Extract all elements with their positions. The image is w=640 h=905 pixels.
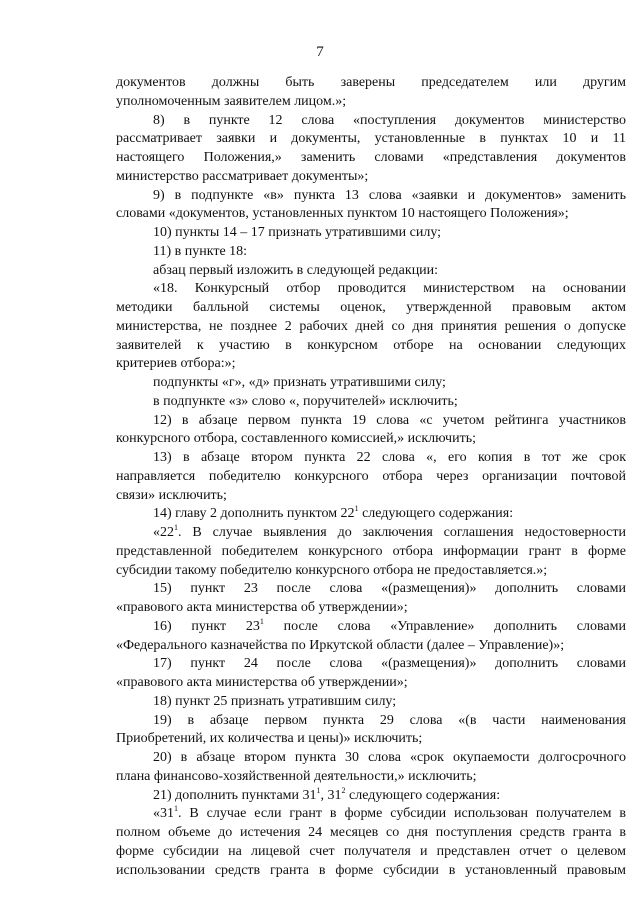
- line-text: 16) пункт 23: [153, 618, 260, 634]
- text-line: [116, 412, 626, 431]
- line-text: министерство рассматривает документы»;: [116, 168, 369, 184]
- line-text: 19) в абзаце первом пункта 29 слова «(в части наименования: [153, 712, 626, 728]
- line-text: «правового акта министерства об утверждении»;: [116, 675, 408, 690]
- text-line: [116, 712, 626, 731]
- text-line: [116, 730, 626, 749]
- text-line: [116, 449, 626, 468]
- line-text: представленной победителем конкурсного отбора информации грант в форме: [116, 543, 626, 559]
- text-line: [116, 824, 626, 843]
- page-number: 7: [316, 44, 324, 60]
- text-line: [116, 768, 626, 787]
- line-text: 20) в абзаце втором пункта 30 слова «срок окупаемости долгосрочного: [153, 750, 626, 765]
- line-text: 9) в подпункте «в» пункта 13 слова «заявки и документов» заменить: [153, 187, 626, 203]
- line-text: методики балльной системы оценок, утвержденной правовым актом: [116, 300, 626, 315]
- line-text: «правового акта министерства об утверждении»;: [116, 600, 408, 615]
- line-text: 11) в пункте 18:: [153, 243, 248, 259]
- text-line: [116, 187, 626, 206]
- line-text: следующего содержания:: [358, 506, 514, 522]
- line-text: плана финансово-хозяйственной деятельности,» исключить;: [116, 768, 477, 784]
- line-text: уполномоченным заявителем лицом.»;: [116, 93, 347, 109]
- line-text: абзац первый изложить в следующей редакции:: [153, 262, 439, 278]
- text-line: [116, 749, 626, 768]
- superscript: 1: [354, 504, 359, 514]
- line-text: Приобретений, их количества и цены)» исключить;: [116, 731, 423, 747]
- document-body: [116, 74, 626, 880]
- line-text: «Федерального казначейства по Иркутской области (далее – Управление)»;: [116, 637, 565, 653]
- line-text: связи» исключить;: [116, 487, 227, 503]
- line-text: «18. Конкурсный отбор проводится министерством на основании: [153, 281, 626, 297]
- text-line: [116, 862, 626, 881]
- line-text: подпункты «г», «д» признать утратившими силу;: [153, 375, 446, 390]
- text-line: [116, 637, 626, 656]
- text-line: [116, 168, 626, 187]
- line-text: направляется победителю конкурсного отбора через организации почтовой: [116, 468, 626, 484]
- text-line: [116, 580, 626, 599]
- line-text: субсидии такому победителю конкурсного отбора не предоставляется.»;: [116, 562, 548, 578]
- text-line: [116, 787, 626, 806]
- line-text: 8) в пункте 12 слова «поступления документов министерство: [153, 112, 626, 128]
- text-line: [116, 262, 626, 281]
- line-text: , 31: [320, 787, 342, 803]
- superscript: 1: [174, 804, 178, 814]
- text-line: [116, 243, 626, 262]
- superscript: 1: [259, 616, 264, 626]
- line-text: 14) главу 2 дополнить пунктом 22: [153, 506, 355, 522]
- text-line: [116, 224, 626, 243]
- text-line: [116, 562, 626, 581]
- line-text: словами «документов, установленных пунктом 10 настоящего Положения»;: [116, 206, 569, 222]
- text-line: [116, 843, 626, 862]
- text-line: [116, 618, 626, 637]
- text-line: [116, 487, 626, 506]
- text-line: [116, 674, 626, 693]
- line-text: 13) в абзаце втором пункта 22 слова «, его копия в тот же срок: [153, 450, 626, 465]
- text-line: [116, 355, 626, 374]
- superscript: 1: [316, 785, 321, 795]
- text-line: [116, 130, 626, 149]
- line-text: форме субсидии на лицевой счет получателя и представлен отчет о целевом: [116, 843, 626, 859]
- superscript: 1: [174, 523, 178, 532]
- text-line: [116, 93, 626, 112]
- text-line: [116, 318, 626, 337]
- text-line: [116, 149, 626, 168]
- text-line: [116, 430, 626, 449]
- superscript: 2: [341, 785, 346, 795]
- text-line: [116, 805, 626, 824]
- text-line: [116, 393, 626, 412]
- line-text: 10) пункты 14 – 17 признать утратившими силу;: [153, 225, 442, 240]
- line-text: рассматривает заявки и документы, установленные в пунктах 10 и 11: [116, 131, 626, 147]
- text-line: [116, 299, 626, 318]
- text-line: [116, 468, 626, 487]
- line-text: . В случае если грант в форме субсидии использован получателем в: [178, 806, 626, 822]
- line-text: полном объеме до истечения 24 месяцев со дня поступления средств гранта в: [116, 825, 626, 840]
- text-line: [116, 374, 626, 393]
- text-line: [116, 599, 626, 618]
- text-line: [116, 205, 626, 224]
- line-text: конкурсного отбора, составленного комиссией,» исключить;: [116, 431, 476, 447]
- line-text: документов должны быть заверены председателем или другим: [116, 75, 626, 90]
- text-line: [116, 505, 626, 524]
- line-text: «22: [153, 525, 174, 540]
- text-line: [116, 74, 626, 93]
- line-text: 12) в абзаце первом пункта 19 слова «с учетом рейтинга участников: [153, 412, 626, 428]
- line-text: следующего содержания:: [345, 787, 501, 803]
- text-line: [116, 524, 626, 543]
- line-text: 17) пункт 24 после слова «(размещения)» дополнить словами: [153, 656, 626, 672]
- line-text: . В случае выявления до заключения соглашения недостоверности: [178, 525, 626, 540]
- line-text: министерства, не позднее 2 рабочих дней со дня принятия решения о допуске: [116, 318, 626, 334]
- line-text: 21) дополнить пунктами 31: [153, 787, 317, 803]
- line-text: критериев отбора:»;: [116, 356, 236, 372]
- line-text: «31: [153, 806, 174, 822]
- line-text: 18) пункт 25 признать утратившим силу;: [153, 693, 397, 709]
- text-line: [116, 543, 626, 562]
- line-text: после слова «Управление» дополнить словами: [263, 618, 626, 634]
- line-text: заявителей к участию в конкурсном отборе на основании следующих: [116, 337, 626, 353]
- text-line: [116, 112, 626, 131]
- text-line: [116, 655, 626, 674]
- text-line: [116, 337, 626, 356]
- line-text: в подпункте «з» слово «, поручителей» исключить;: [153, 393, 458, 409]
- line-text: настоящего Положения,» заменить словами «представления документов: [116, 150, 626, 165]
- text-line: [116, 280, 626, 299]
- text-line: [116, 693, 626, 712]
- line-text: 15) пункт 23 после слова «(размещения)» дополнить словами: [153, 581, 626, 597]
- line-text: использовании средств гранта в форме субсидии в установленный правовым: [116, 862, 626, 878]
